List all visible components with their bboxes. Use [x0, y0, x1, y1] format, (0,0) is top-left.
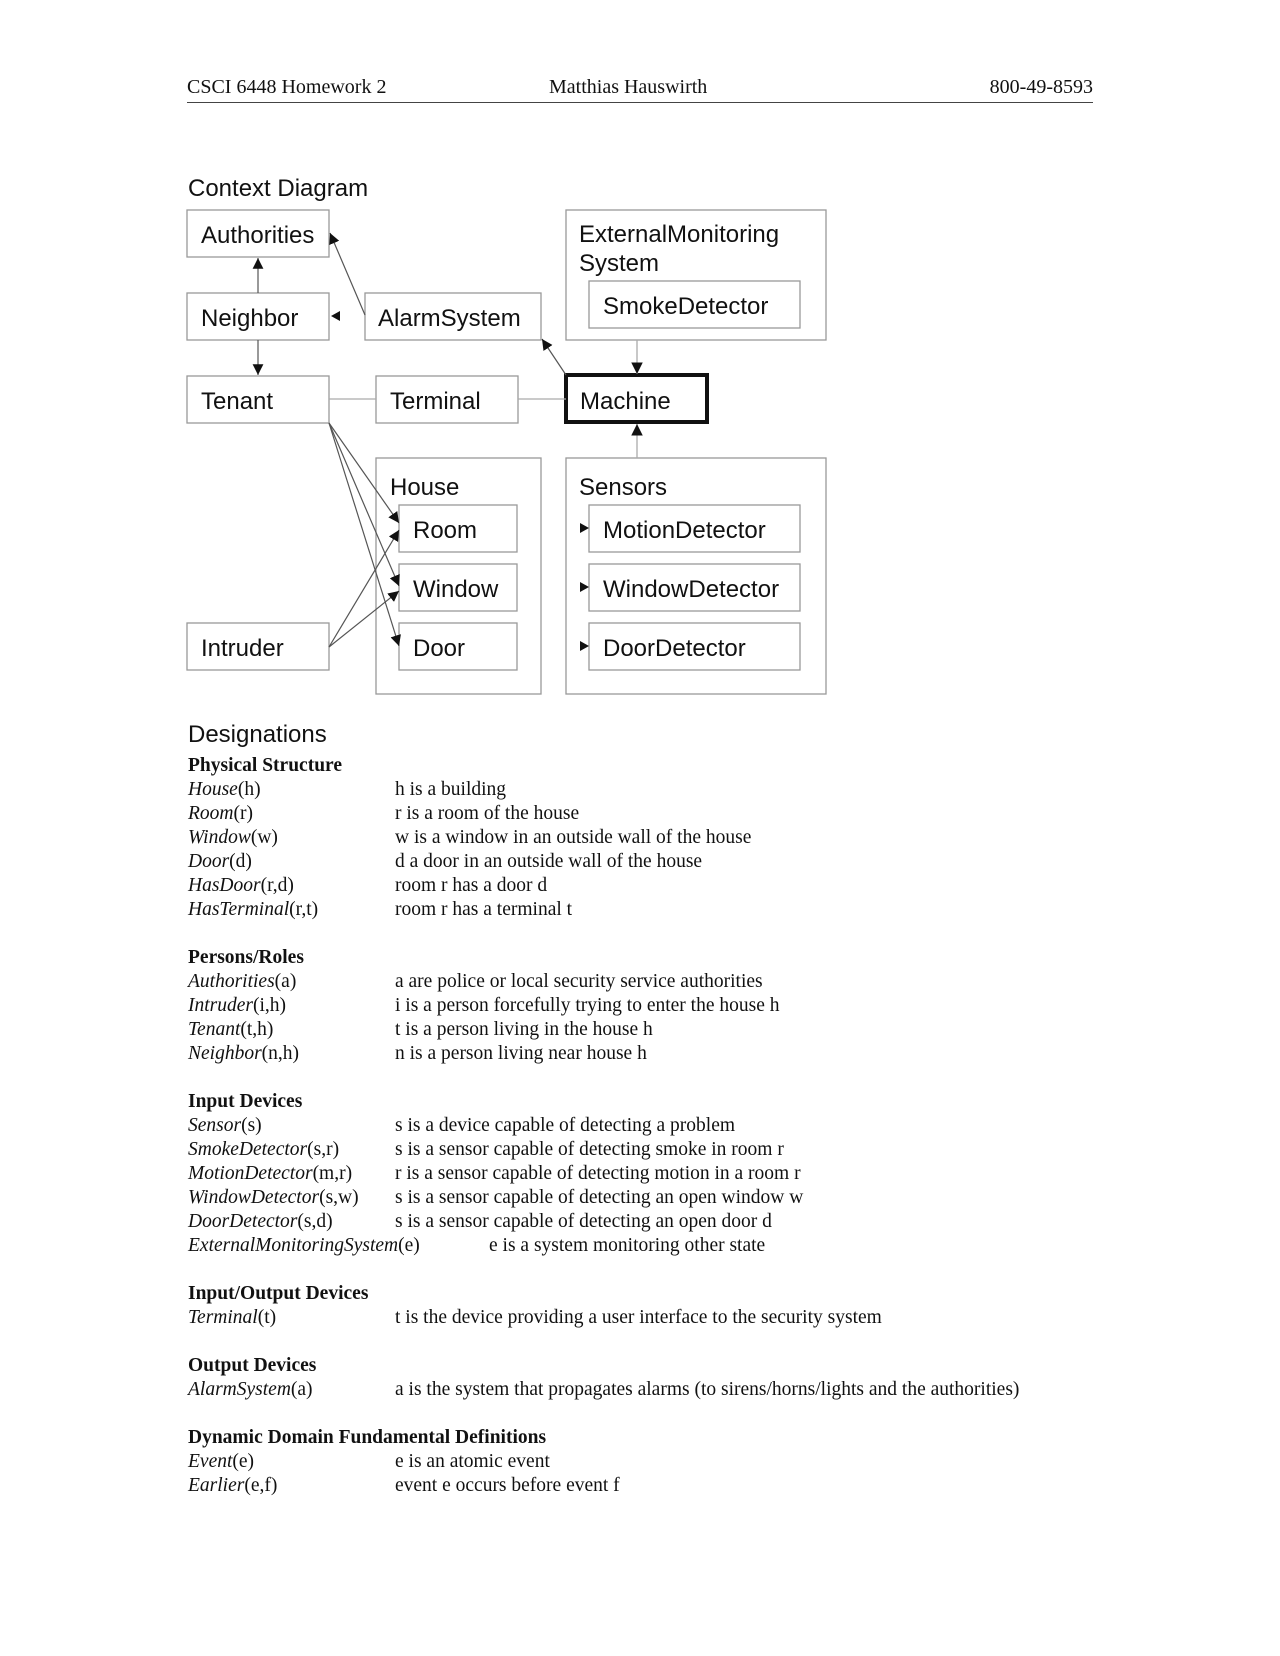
term-desc: event e occurs before event f — [395, 1475, 620, 1496]
term-args: (n,h) — [261, 1043, 300, 1064]
house-label: House — [390, 474, 460, 501]
designation-row — [188, 1474, 1108, 1498]
designation-row — [188, 1018, 1108, 1042]
term-args: (a) — [290, 1379, 313, 1400]
door-label: Door — [413, 635, 466, 662]
author-name: Matthias Hauswirth — [549, 76, 708, 98]
term-name: MotionDetector — [188, 1163, 313, 1184]
designation-row — [188, 1162, 1108, 1186]
group-title: Dynamic Domain Fundamental Definitions — [188, 1427, 547, 1448]
term-name: SmokeDetector — [188, 1139, 308, 1160]
term-args: (s,r) — [307, 1139, 340, 1160]
term-name: Door — [188, 851, 230, 872]
term-desc: n is a person living near house h — [395, 1043, 647, 1064]
term-desc: s is a sensor capable of detecting an open window w — [395, 1187, 804, 1208]
group-input-devices — [188, 1090, 1108, 1258]
group-input-output-devices — [188, 1282, 1108, 1330]
window-detector-label: WindowDetector — [603, 576, 780, 603]
term-args: (e) — [398, 1235, 420, 1256]
student-id: 800-49-8593 — [989, 76, 1093, 98]
intruder-label: Intruder — [201, 635, 284, 662]
neighbor-label: Neighbor — [201, 305, 299, 332]
term-args: (s,w) — [319, 1187, 359, 1208]
term-args: (s) — [241, 1115, 262, 1136]
designations-title: Designations — [188, 721, 327, 748]
term-args: (d) — [229, 851, 252, 872]
tenant-label: Tenant — [201, 388, 274, 415]
designation-row — [188, 1378, 1108, 1402]
designation-row — [188, 1138, 1108, 1162]
designation-row — [188, 1210, 1108, 1234]
term-desc: a is the system that propagates alarms (to sirens/horns/lights and the authorities) — [395, 1379, 1020, 1400]
term-desc: room r has a door d — [395, 875, 548, 896]
motion-detector-label: MotionDetector — [603, 517, 766, 544]
term-name: Sensor — [188, 1115, 242, 1136]
group-title: Output Devices — [188, 1355, 317, 1376]
term-desc: a are police or local security service authorities — [395, 971, 763, 992]
term-desc: t is a person living in the house h — [395, 1019, 653, 1040]
term-desc: d a door in an outside wall of the house — [395, 851, 703, 872]
designation-row — [188, 1306, 1108, 1330]
term-desc: s is a sensor capable of detecting smoke in room r — [395, 1139, 784, 1160]
group-title: Input/Output Devices — [188, 1283, 369, 1304]
term-name: HasDoor — [188, 875, 261, 896]
term-name: Window — [188, 827, 251, 848]
designation-row — [188, 850, 1108, 874]
group-dynamic-domain — [188, 1426, 1108, 1498]
smoke-detector-label: SmokeDetector — [603, 293, 769, 320]
term-name: HasTerminal — [188, 899, 290, 920]
term-desc: w is a window in an outside wall of the house — [395, 827, 752, 848]
designations-list — [188, 754, 1108, 1522]
term-name: Authorities — [188, 971, 275, 992]
designation-row — [188, 970, 1108, 994]
term-name: House — [188, 779, 238, 800]
designation-row — [188, 778, 1108, 802]
alarm-to-authorities-arrow — [330, 233, 365, 315]
designation-row — [188, 1042, 1108, 1066]
room-label: Room — [413, 517, 478, 544]
term-args: (r,t) — [289, 899, 319, 920]
term-name: Intruder — [188, 995, 253, 1016]
group-title: Persons/Roles — [188, 947, 304, 968]
alarm-system-label: AlarmSystem — [378, 305, 521, 332]
context-diagram-title: Context Diagram — [188, 175, 369, 202]
term-args: (m,r) — [312, 1163, 353, 1184]
designation-row — [188, 826, 1108, 850]
term-name: Tenant — [188, 1019, 241, 1040]
authorities-label: Authorities — [201, 222, 315, 249]
term-args: (t) — [257, 1307, 277, 1328]
term-desc: e is a system monitoring other state — [489, 1235, 766, 1256]
machine-label: Machine — [580, 388, 671, 415]
designation-row — [188, 1186, 1108, 1210]
external-monitoring-label-2: System — [579, 250, 660, 277]
external-monitoring-label-1: ExternalMonitoring — [579, 221, 780, 248]
term-name: DoorDetector — [188, 1211, 298, 1232]
designation-row — [188, 1114, 1108, 1138]
term-desc: room r has a terminal t — [395, 899, 573, 920]
machine-to-alarm-arrow — [542, 339, 566, 375]
group-title: Physical Structure — [188, 755, 343, 776]
term-args: (s,d) — [297, 1211, 333, 1232]
term-desc: t is the device providing a user interface to the security system — [395, 1307, 882, 1328]
designation-row — [188, 994, 1108, 1018]
designation-row — [188, 874, 1108, 898]
sensors-label: Sensors — [579, 474, 668, 501]
term-args: (i,h) — [253, 995, 287, 1016]
group-output-devices — [188, 1354, 1108, 1402]
term-desc: r is a sensor capable of detecting motion in a room r — [395, 1163, 801, 1184]
designation-row — [188, 1450, 1108, 1474]
designation-row — [188, 802, 1108, 826]
term-name: AlarmSystem — [188, 1379, 291, 1400]
term-name: Earlier — [188, 1475, 245, 1496]
group-persons-roles — [188, 946, 1108, 1066]
term-args: (t,h) — [240, 1019, 274, 1040]
alarm-to-neighbor-arrowhead — [331, 311, 340, 321]
context-diagram — [0, 0, 1280, 720]
term-args: (a) — [274, 971, 297, 992]
term-desc: s is a device capable of detecting a problem — [395, 1115, 736, 1136]
term-name: ExternalMonitoringSystem — [188, 1235, 399, 1256]
term-name: Room — [188, 803, 234, 824]
course-title: CSCI 6448 Homework 2 — [187, 76, 387, 98]
group-title: Input Devices — [188, 1091, 303, 1112]
term-name: Terminal — [188, 1307, 258, 1328]
door-detector-label: DoorDetector — [603, 635, 746, 662]
term-name: Event — [188, 1451, 233, 1472]
term-desc: s is a sensor capable of detecting an open door d — [395, 1211, 772, 1232]
window-label: Window — [413, 576, 499, 603]
group-physical-structure — [188, 754, 1108, 922]
term-args: (h) — [237, 779, 261, 800]
term-name: Neighbor — [188, 1043, 262, 1064]
term-args: (e,f) — [244, 1475, 278, 1496]
term-args: (w) — [250, 827, 278, 848]
term-name: WindowDetector — [188, 1187, 320, 1208]
term-args: (r) — [233, 803, 253, 824]
term-desc: e is an atomic event — [395, 1451, 550, 1472]
designation-row — [188, 898, 1108, 922]
term-desc: r is a room of the house — [395, 803, 580, 824]
terminal-label: Terminal — [390, 388, 481, 415]
term-args: (r,d) — [260, 875, 294, 896]
designation-row — [188, 1234, 1108, 1258]
term-desc: h is a building — [395, 779, 507, 800]
term-args: (e) — [232, 1451, 255, 1472]
term-desc: i is a person forcefully trying to enter the house h — [395, 995, 780, 1016]
